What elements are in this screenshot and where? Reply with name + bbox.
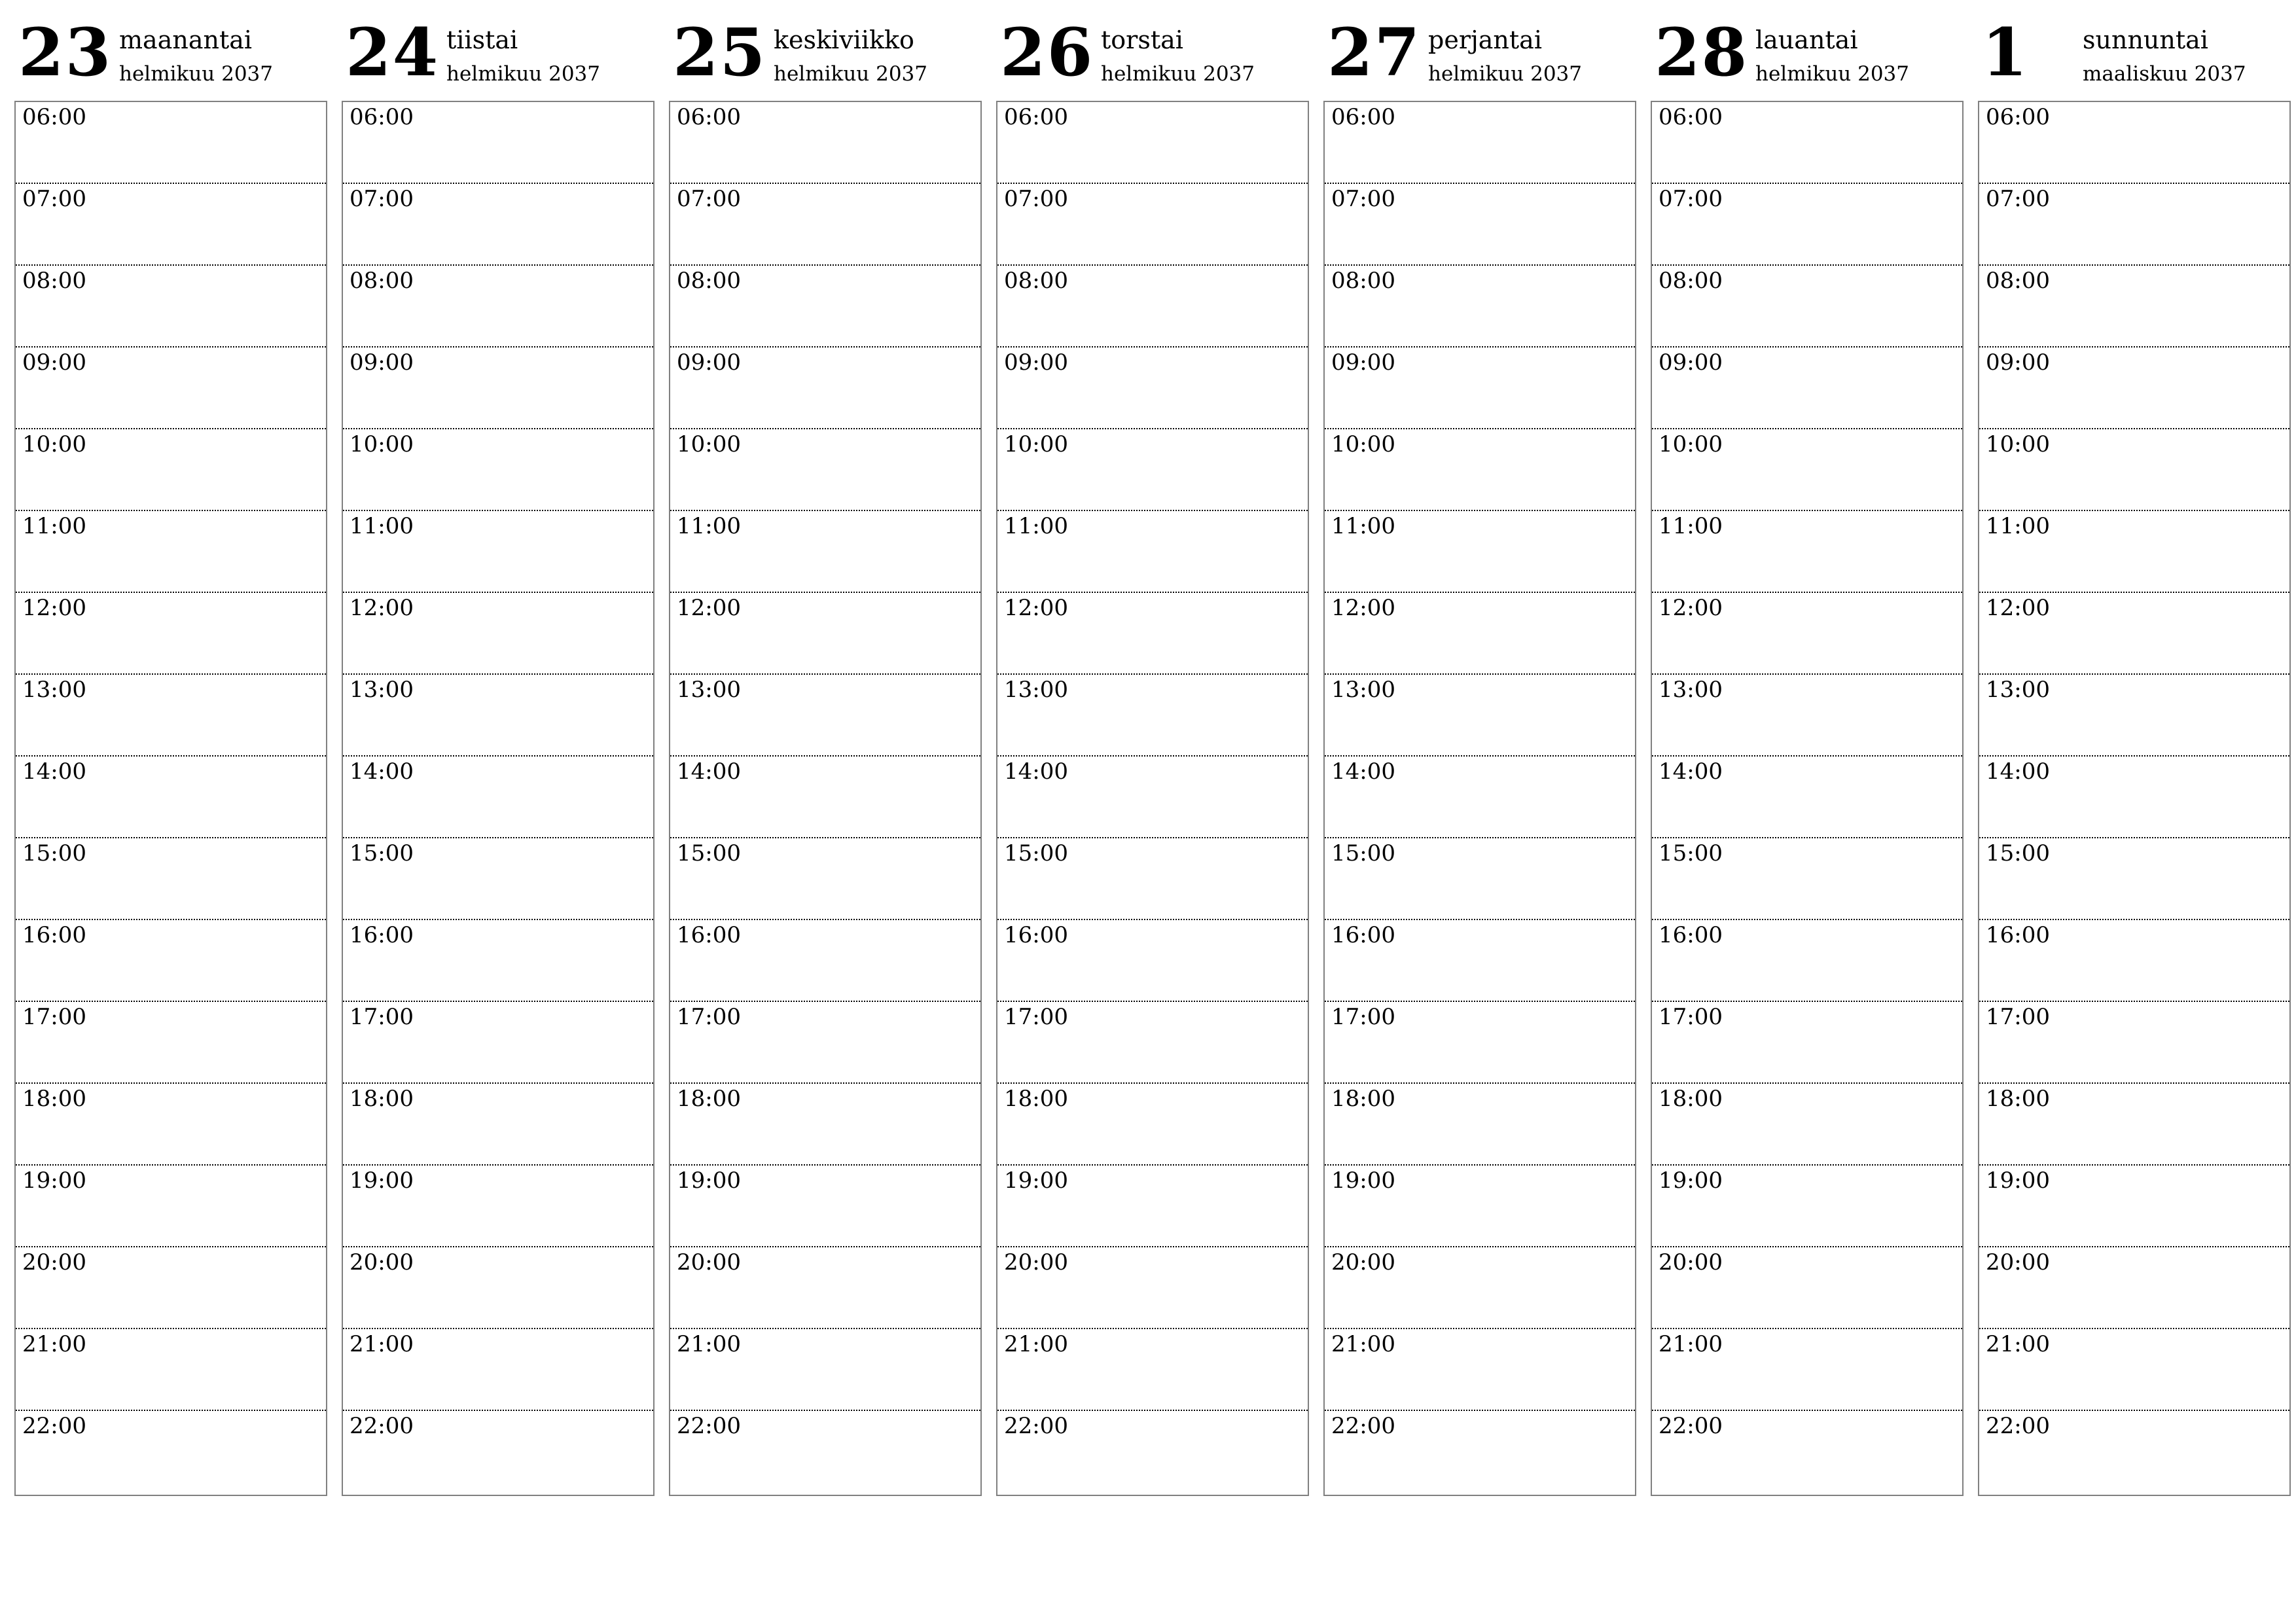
day-month: helmikuu 2037 [119, 62, 273, 86]
hour-slot-0-7[interactable] [16, 675, 326, 757]
hour-label: 13:00 [22, 677, 86, 703]
hour-label: 08:00 [22, 268, 86, 294]
day-column-2 [669, 0, 982, 1439]
hour-label: 20:00 [677, 1249, 741, 1275]
hour-label: 13:00 [1004, 677, 1068, 703]
hour-slot-1-9[interactable] [343, 838, 653, 920]
hour-label: 17:00 [1986, 1004, 2050, 1030]
hour-label: 16:00 [350, 922, 414, 948]
hour-slot-6-8[interactable] [1979, 757, 2289, 838]
hour-label: 20:00 [1986, 1249, 2050, 1275]
day-column-3 [996, 0, 1309, 1439]
hour-label: 07:00 [1659, 186, 1723, 212]
hour-label: 21:00 [1986, 1331, 2050, 1357]
hour-label: 17:00 [1004, 1004, 1068, 1030]
hour-label: 21:00 [1004, 1331, 1068, 1357]
hour-slot-5-16[interactable] [1652, 1411, 1962, 1493]
hour-label: 10:00 [1331, 431, 1395, 457]
day-name: keskiviikko [774, 26, 914, 54]
hour-label: 07:00 [1004, 186, 1068, 212]
hour-label: 20:00 [1659, 1249, 1723, 1275]
day-month: helmikuu 2037 [1755, 62, 1909, 86]
day-schedule-box [342, 101, 655, 1496]
day-schedule-box [1978, 101, 2291, 1496]
hour-label: 15:00 [677, 840, 741, 866]
hour-label: 10:00 [22, 431, 86, 457]
hour-slot-6-0[interactable] [1979, 102, 2289, 184]
hour-label: 10:00 [1659, 431, 1723, 457]
hour-slot-4-0[interactable] [1325, 102, 1635, 184]
hour-label: 11:00 [350, 513, 414, 539]
hour-label: 15:00 [1659, 840, 1723, 866]
day-schedule-box [996, 101, 1309, 1496]
hour-slot-3-2[interactable] [997, 266, 1308, 348]
hour-slot-3-5[interactable] [997, 511, 1308, 593]
day-number: 26 [1000, 14, 1094, 91]
hour-label: 06:00 [1004, 104, 1068, 130]
day-name: torstai [1101, 26, 1183, 54]
hour-label: 08:00 [1331, 268, 1395, 294]
hour-label: 12:00 [1659, 595, 1723, 621]
hour-slot-0-15[interactable] [16, 1329, 326, 1411]
hour-slot-5-5[interactable] [1652, 511, 1962, 593]
hour-slot-1-16[interactable] [343, 1411, 653, 1493]
hour-label: 08:00 [1659, 268, 1723, 294]
hour-label: 15:00 [350, 840, 414, 866]
hour-slot-3-4[interactable] [997, 429, 1308, 511]
hour-label: 06:00 [22, 104, 86, 130]
hour-label: 06:00 [1986, 104, 2050, 130]
hour-label: 07:00 [1331, 186, 1395, 212]
hour-slot-5-10[interactable] [1652, 920, 1962, 1002]
hour-label: 10:00 [350, 431, 414, 457]
day-column-4 [1323, 0, 1636, 1439]
hour-slot-4-12[interactable] [1325, 1084, 1635, 1166]
day-header [669, 0, 982, 101]
hour-label: 21:00 [1659, 1331, 1723, 1357]
hour-slot-5-7[interactable] [1652, 675, 1962, 757]
hour-slot-4-14[interactable] [1325, 1247, 1635, 1329]
hour-label: 07:00 [350, 186, 414, 212]
day-month: maaliskuu 2037 [2083, 62, 2246, 86]
hour-slot-3-9[interactable] [997, 838, 1308, 920]
hour-slot-6-3[interactable] [1979, 348, 2289, 429]
day-month: helmikuu 2037 [446, 62, 600, 86]
hour-slot-5-9[interactable] [1652, 838, 1962, 920]
hour-slot-2-1[interactable] [670, 184, 980, 266]
hour-label: 13:00 [350, 677, 414, 703]
day-column-5 [1651, 0, 1964, 1439]
hour-label: 12:00 [1986, 595, 2050, 621]
hour-label: 19:00 [1004, 1168, 1068, 1194]
hour-label: 20:00 [22, 1249, 86, 1275]
hour-label: 10:00 [1004, 431, 1068, 457]
hour-label: 18:00 [22, 1086, 86, 1112]
hour-label: 06:00 [677, 104, 741, 130]
hour-label: 07:00 [1986, 186, 2050, 212]
hour-slot-2-13[interactable] [670, 1166, 980, 1247]
hour-slot-5-11[interactable] [1652, 1002, 1962, 1084]
hour-slot-0-16[interactable] [16, 1411, 326, 1493]
hour-label: 20:00 [1331, 1249, 1395, 1275]
hour-label: 16:00 [1004, 922, 1068, 948]
hour-slot-2-9[interactable] [670, 838, 980, 920]
hour-label: 14:00 [350, 758, 414, 785]
hour-slot-4-6[interactable] [1325, 593, 1635, 675]
hour-label: 12:00 [22, 595, 86, 621]
hour-slot-6-9[interactable] [1979, 838, 2289, 920]
day-header [342, 0, 655, 101]
hour-slot-2-7[interactable] [670, 675, 980, 757]
hour-slot-0-4[interactable] [16, 429, 326, 511]
hour-label: 06:00 [350, 104, 414, 130]
hour-label: 10:00 [1986, 431, 2050, 457]
hour-label: 18:00 [350, 1086, 414, 1112]
hour-label: 13:00 [1331, 677, 1395, 703]
hour-label: 16:00 [1331, 922, 1395, 948]
hour-label: 11:00 [677, 513, 741, 539]
hour-label: 21:00 [350, 1331, 414, 1357]
hour-label: 15:00 [22, 840, 86, 866]
hour-slot-1-3[interactable] [343, 348, 653, 429]
hour-slot-0-10[interactable] [16, 920, 326, 1002]
hour-label: 06:00 [1331, 104, 1395, 130]
hour-label: 13:00 [1986, 677, 2050, 703]
hour-label: 19:00 [677, 1168, 741, 1194]
hour-slot-6-2[interactable] [1979, 266, 2289, 348]
hour-slot-5-2[interactable] [1652, 266, 1962, 348]
hour-label: 08:00 [350, 268, 414, 294]
hour-slot-5-0[interactable] [1652, 102, 1962, 184]
hour-slot-3-13[interactable] [997, 1166, 1308, 1247]
hour-slot-3-0[interactable] [997, 102, 1308, 184]
hour-label: 09:00 [350, 349, 414, 376]
hour-label: 11:00 [1986, 513, 2050, 539]
hour-slot-0-0[interactable] [16, 102, 326, 184]
hour-label: 17:00 [677, 1004, 741, 1030]
day-column-1 [342, 0, 655, 1439]
hour-slot-2-15[interactable] [670, 1329, 980, 1411]
hour-label: 19:00 [350, 1168, 414, 1194]
hour-slot-2-5[interactable] [670, 511, 980, 593]
hour-slot-6-6[interactable] [1979, 593, 2289, 675]
hour-slot-2-3[interactable] [670, 348, 980, 429]
hour-label: 12:00 [1331, 595, 1395, 621]
hour-slot-5-1[interactable] [1652, 184, 1962, 266]
hour-label: 09:00 [22, 349, 86, 376]
day-schedule-box [1323, 101, 1636, 1496]
day-schedule-box [14, 101, 327, 1496]
hour-slot-6-10[interactable] [1979, 920, 2289, 1002]
hour-slot-3-1[interactable] [997, 184, 1308, 266]
hour-label: 21:00 [1331, 1331, 1395, 1357]
hour-label: 20:00 [1004, 1249, 1068, 1275]
hour-slot-4-5[interactable] [1325, 511, 1635, 593]
day-number: 1 [1982, 14, 2029, 91]
hour-slot-5-8[interactable] [1652, 757, 1962, 838]
day-name: sunnuntai [2083, 26, 2208, 54]
hour-slot-1-8[interactable] [343, 757, 653, 838]
hour-label: 07:00 [677, 186, 741, 212]
hour-label: 18:00 [1986, 1086, 2050, 1112]
hour-slot-1-14[interactable] [343, 1247, 653, 1329]
hour-slot-4-3[interactable] [1325, 348, 1635, 429]
hour-label: 21:00 [22, 1331, 86, 1357]
hour-slot-2-6[interactable] [670, 593, 980, 675]
hour-label: 11:00 [1659, 513, 1723, 539]
hour-slot-3-14[interactable] [997, 1247, 1308, 1329]
hour-slot-4-4[interactable] [1325, 429, 1635, 511]
hour-slot-6-1[interactable] [1979, 184, 2289, 266]
hour-slot-2-12[interactable] [670, 1084, 980, 1166]
hour-slot-5-6[interactable] [1652, 593, 1962, 675]
hour-slot-0-1[interactable] [16, 184, 326, 266]
hour-slot-1-4[interactable] [343, 429, 653, 511]
hour-slot-2-2[interactable] [670, 266, 980, 348]
hour-label: 14:00 [1986, 758, 2050, 785]
hour-label: 19:00 [22, 1168, 86, 1194]
hour-slot-5-12[interactable] [1652, 1084, 1962, 1166]
hour-label: 09:00 [1004, 349, 1068, 376]
hour-slot-0-13[interactable] [16, 1166, 326, 1247]
hour-slot-3-15[interactable] [997, 1329, 1308, 1411]
hour-slot-4-10[interactable] [1325, 920, 1635, 1002]
hour-slot-2-14[interactable] [670, 1247, 980, 1329]
hour-slot-5-13[interactable] [1652, 1166, 1962, 1247]
hour-slot-3-16[interactable] [997, 1411, 1308, 1493]
hour-slot-6-16[interactable] [1979, 1411, 2289, 1493]
hour-slot-1-1[interactable] [343, 184, 653, 266]
hour-label: 16:00 [22, 922, 86, 948]
hour-slot-4-16[interactable] [1325, 1411, 1635, 1493]
hour-slot-3-6[interactable] [997, 593, 1308, 675]
hour-slot-6-14[interactable] [1979, 1247, 2289, 1329]
day-number: 24 [346, 14, 440, 91]
hour-slot-4-7[interactable] [1325, 675, 1635, 757]
hour-slot-5-3[interactable] [1652, 348, 1962, 429]
hour-slot-1-10[interactable] [343, 920, 653, 1002]
hour-label: 22:00 [1986, 1413, 2050, 1439]
hour-label: 09:00 [1986, 349, 2050, 376]
hour-slot-6-11[interactable] [1979, 1002, 2289, 1084]
hour-slot-5-14[interactable] [1652, 1247, 1962, 1329]
day-name: maanantai [119, 26, 253, 54]
day-name: lauantai [1755, 26, 1858, 54]
hour-slot-4-11[interactable] [1325, 1002, 1635, 1084]
hour-slot-0-5[interactable] [16, 511, 326, 593]
hour-label: 07:00 [22, 186, 86, 212]
hour-label: 17:00 [22, 1004, 86, 1030]
hour-slot-1-11[interactable] [343, 1002, 653, 1084]
day-column-6 [1978, 0, 2291, 1439]
hour-label: 19:00 [1331, 1168, 1395, 1194]
hour-label: 18:00 [1659, 1086, 1723, 1112]
hour-slot-4-8[interactable] [1325, 757, 1635, 838]
hour-slot-3-7[interactable] [997, 675, 1308, 757]
hour-label: 17:00 [1331, 1004, 1395, 1030]
hour-slot-4-13[interactable] [1325, 1166, 1635, 1247]
hour-slot-1-2[interactable] [343, 266, 653, 348]
hour-slot-1-7[interactable] [343, 675, 653, 757]
day-number: 28 [1655, 14, 1749, 91]
hour-label: 14:00 [1331, 758, 1395, 785]
day-number: 25 [673, 14, 767, 91]
hour-label: 15:00 [1004, 840, 1068, 866]
hour-label: 11:00 [1004, 513, 1068, 539]
hour-label: 21:00 [677, 1331, 741, 1357]
day-month: helmikuu 2037 [774, 62, 927, 86]
hour-slot-2-16[interactable] [670, 1411, 980, 1493]
hour-slot-0-9[interactable] [16, 838, 326, 920]
hour-label: 20:00 [350, 1249, 414, 1275]
hour-label: 19:00 [1659, 1168, 1723, 1194]
hour-label: 06:00 [1659, 104, 1723, 130]
hour-slot-2-0[interactable] [670, 102, 980, 184]
hour-slot-5-15[interactable] [1652, 1329, 1962, 1411]
day-month: helmikuu 2037 [1101, 62, 1255, 86]
hour-slot-2-8[interactable] [670, 757, 980, 838]
hour-slot-6-5[interactable] [1979, 511, 2289, 593]
day-header [1978, 0, 2291, 101]
hour-slot-0-6[interactable] [16, 593, 326, 675]
hour-label: 08:00 [1986, 268, 2050, 294]
hour-slot-5-4[interactable] [1652, 429, 1962, 511]
hour-slot-1-0[interactable] [343, 102, 653, 184]
hour-slot-1-13[interactable] [343, 1166, 653, 1247]
hour-slot-6-15[interactable] [1979, 1329, 2289, 1411]
hour-slot-3-12[interactable] [997, 1084, 1308, 1166]
hour-slot-2-4[interactable] [670, 429, 980, 511]
hour-slot-6-12[interactable] [1979, 1084, 2289, 1166]
day-header [1651, 0, 1964, 101]
hour-label: 17:00 [350, 1004, 414, 1030]
hour-label: 17:00 [1659, 1004, 1723, 1030]
day-header [14, 0, 327, 101]
hour-slot-6-4[interactable] [1979, 429, 2289, 511]
hour-label: 14:00 [22, 758, 86, 785]
hour-slot-1-15[interactable] [343, 1329, 653, 1411]
hour-label: 18:00 [1331, 1086, 1395, 1112]
hour-label: 22:00 [1659, 1413, 1723, 1439]
hour-label: 13:00 [1659, 677, 1723, 703]
hour-slot-1-12[interactable] [343, 1084, 653, 1166]
hour-slot-0-8[interactable] [16, 757, 326, 838]
hour-label: 14:00 [1004, 758, 1068, 785]
day-name: perjantai [1428, 26, 1542, 54]
day-header [1323, 0, 1636, 101]
day-schedule-box [1651, 101, 1964, 1496]
hour-label: 22:00 [677, 1413, 741, 1439]
hour-slot-1-5[interactable] [343, 511, 653, 593]
hour-slot-4-1[interactable] [1325, 184, 1635, 266]
hour-label: 22:00 [350, 1413, 414, 1439]
day-column-0 [14, 0, 327, 1439]
day-schedule-box [669, 101, 982, 1496]
hour-slot-4-15[interactable] [1325, 1329, 1635, 1411]
hour-slot-4-2[interactable] [1325, 266, 1635, 348]
hour-slot-3-3[interactable] [997, 348, 1308, 429]
hour-label: 12:00 [1004, 595, 1068, 621]
hour-slot-0-2[interactable] [16, 266, 326, 348]
hour-label: 11:00 [22, 513, 86, 539]
hour-label: 09:00 [1331, 349, 1395, 376]
hour-label: 14:00 [1659, 758, 1723, 785]
hour-slot-3-11[interactable] [997, 1002, 1308, 1084]
hour-slot-6-7[interactable] [1979, 675, 2289, 757]
hour-label: 22:00 [1004, 1413, 1068, 1439]
hour-slot-0-14[interactable] [16, 1247, 326, 1329]
day-number: 23 [18, 14, 113, 91]
hour-label: 15:00 [1986, 840, 2050, 866]
hour-label: 22:00 [1331, 1413, 1395, 1439]
hour-label: 19:00 [1986, 1168, 2050, 1194]
hour-label: 13:00 [677, 677, 741, 703]
hour-slot-3-8[interactable] [997, 757, 1308, 838]
hour-slot-3-10[interactable] [997, 920, 1308, 1002]
hour-label: 22:00 [22, 1413, 86, 1439]
hour-label: 08:00 [677, 268, 741, 294]
hour-slot-4-9[interactable] [1325, 838, 1635, 920]
hour-slot-2-11[interactable] [670, 1002, 980, 1084]
hour-slot-2-10[interactable] [670, 920, 980, 1002]
hour-label: 16:00 [1659, 922, 1723, 948]
day-name: tiistai [446, 26, 518, 54]
hour-slot-0-3[interactable] [16, 348, 326, 429]
hour-label: 18:00 [677, 1086, 741, 1112]
hour-label: 09:00 [1659, 349, 1723, 376]
day-header [996, 0, 1309, 101]
day-month: helmikuu 2037 [1428, 62, 1582, 86]
hour-label: 14:00 [677, 758, 741, 785]
hour-label: 16:00 [1986, 922, 2050, 948]
hour-label: 10:00 [677, 431, 741, 457]
hour-label: 16:00 [677, 922, 741, 948]
hour-label: 08:00 [1004, 268, 1068, 294]
hour-label: 12:00 [677, 595, 741, 621]
hour-label: 12:00 [350, 595, 414, 621]
hour-slot-6-13[interactable] [1979, 1166, 2289, 1247]
day-number: 27 [1327, 14, 1422, 91]
hour-label: 09:00 [677, 349, 741, 376]
hour-label: 15:00 [1331, 840, 1395, 866]
hour-label: 18:00 [1004, 1086, 1068, 1112]
hour-slot-1-6[interactable] [343, 593, 653, 675]
hour-slot-0-12[interactable] [16, 1084, 326, 1166]
hour-label: 11:00 [1331, 513, 1395, 539]
hour-slot-0-11[interactable] [16, 1002, 326, 1084]
